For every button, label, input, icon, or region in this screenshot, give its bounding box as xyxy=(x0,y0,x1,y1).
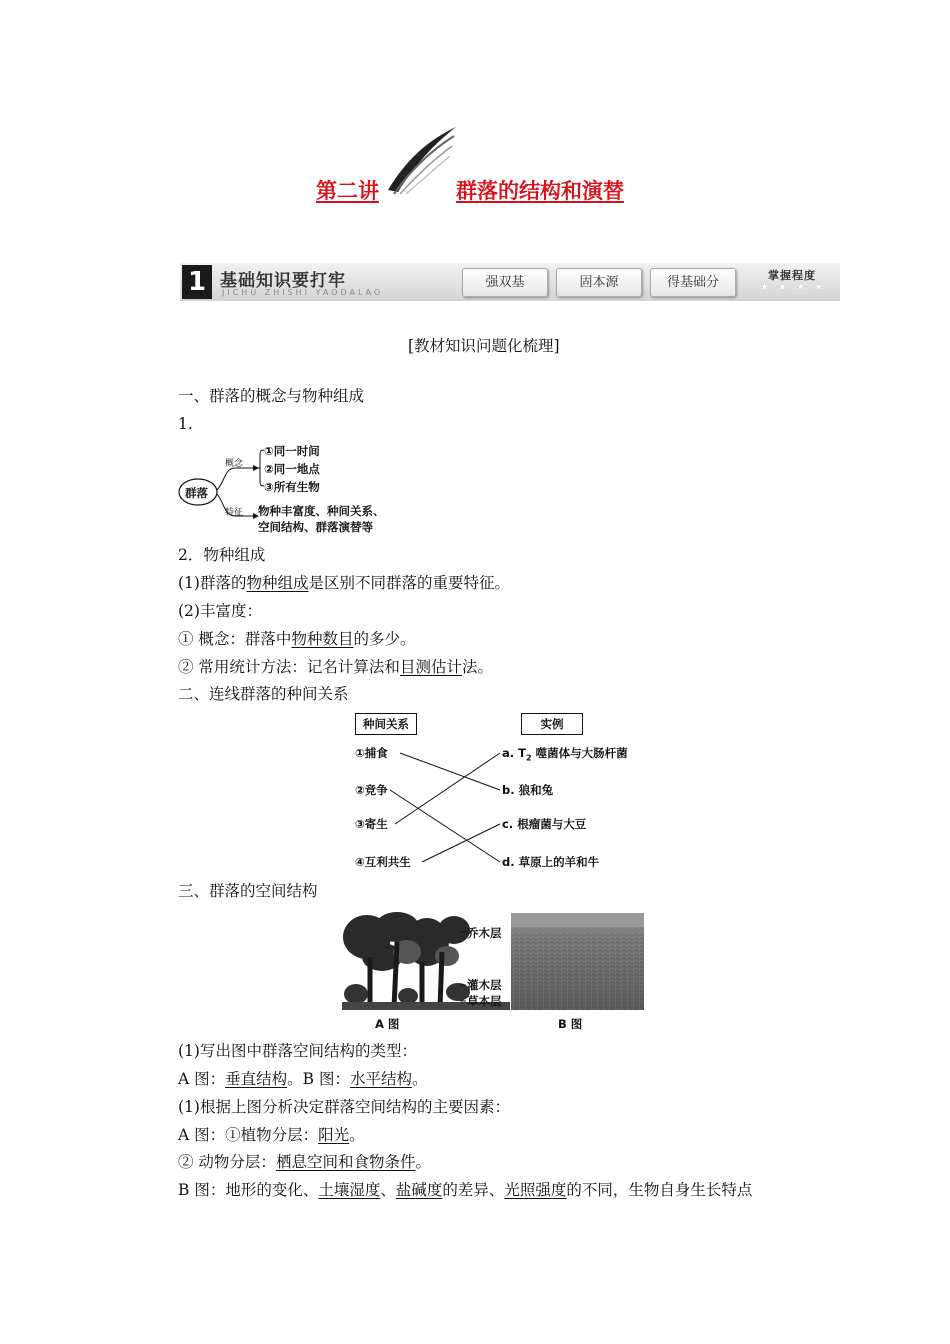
diagram-concept-label: 概念 xyxy=(225,459,244,469)
banner-number: 1 xyxy=(182,265,212,299)
lecture-number: 第二讲 xyxy=(316,178,379,203)
blank-species-composition: 物种组成 xyxy=(246,574,309,592)
diagram-feature-line-2: 空间结构、群落演替等 xyxy=(258,520,373,534)
relation-header: 种间关系 xyxy=(355,713,417,735)
blank-species-number: 物种数目 xyxy=(291,630,354,648)
button-solidify-foundation[interactable]: 固本源 xyxy=(556,268,642,297)
lecture-topic: 群落的结构和演替 xyxy=(456,178,624,203)
button-gain-basic-points[interactable]: 得基础分 xyxy=(650,268,736,297)
blank-sunlight: 阳光 xyxy=(318,1126,350,1144)
example-header: 实例 xyxy=(521,713,583,735)
mastery-indicator xyxy=(758,265,836,299)
caption-a: A 图 xyxy=(375,1017,400,1031)
star-rating-icon: ★ ★ ★ ★ xyxy=(760,282,827,293)
diagram-concept-item-2: ②同一地点 xyxy=(264,462,320,476)
diagram-root-community: 群落 xyxy=(185,486,208,500)
banner-subtitle: JICHU ZHISHI YAODALAO xyxy=(222,288,384,297)
example-d: d. 草原上的羊和牛 xyxy=(502,855,600,869)
blank-visual-estimate: 目测估计 xyxy=(399,658,462,676)
composition-line-1: (1)群落的物种组成是区别不同群落的重要特征。 xyxy=(178,574,510,592)
example-a: a. $T_2$ 噬菌体与大肠杆菌 xyxy=(502,746,628,763)
composition-line-3: ① 概念：群落中物种数目的多少。 xyxy=(178,630,416,648)
caption-b: B 图 xyxy=(558,1017,583,1031)
banner-title: 基础知识要打牢 xyxy=(220,271,346,291)
item-2: 2．物种组成 xyxy=(178,546,266,564)
section-banner xyxy=(180,263,840,301)
layer-shrub: 灌木层 xyxy=(467,978,502,992)
diagram-feature-line-1: 物种丰富度、种间关系、 xyxy=(258,504,385,518)
answer-2: A 图：①植物分层：阳光。 xyxy=(178,1126,365,1144)
blank-light-intensity: 光照强度 xyxy=(504,1181,567,1199)
answer-1: A 图：垂直结构。B 图：水平结构。 xyxy=(178,1070,428,1088)
blank-vertical-structure: 垂直结构 xyxy=(225,1070,288,1088)
mastery-label: 掌握程度 xyxy=(768,269,816,282)
layer-herb: 草本层 xyxy=(467,994,502,1008)
blank-habitat-food: 栖息空间和食物条件 xyxy=(275,1153,416,1171)
blank-horizontal-structure: 水平结构 xyxy=(349,1070,412,1088)
composition-line-4: ② 常用统计方法：记名计算法和目测估计法。 xyxy=(178,658,493,676)
section2-heading: 二、连线群落的种间关系 xyxy=(178,685,349,703)
composition-line-2: (2)丰富度： xyxy=(178,602,262,620)
grassland-photo xyxy=(511,913,644,1010)
answer-3: ② 动物分层：栖息空间和食物条件。 xyxy=(178,1153,431,1171)
relation-predation: ①捕食 xyxy=(355,746,388,760)
relation-competition: ②竞争 xyxy=(355,783,388,797)
example-b: b. 狼和兔 xyxy=(502,783,554,797)
blank-soil-moisture: 土壤湿度 xyxy=(318,1181,381,1199)
swoosh-icon xyxy=(384,124,460,196)
diagram-feature-label: 特征 xyxy=(225,508,244,518)
question-2: (1)根据上图分析决定群落空间结构的主要因素： xyxy=(178,1098,510,1116)
section1-heading: 一、群落的概念与物种组成 xyxy=(178,387,365,405)
button-strengthen-basics[interactable]: 强双基 xyxy=(462,268,548,297)
section3-heading: 三、群落的空间结构 xyxy=(178,882,318,900)
diagram-concept-item-1: ①同一时间 xyxy=(264,444,320,458)
diagram-concept-item-3: ③所有生物 xyxy=(264,480,320,494)
subheading: [教材知识问题化梳理] xyxy=(408,337,560,355)
example-c: c. 根瘤菌与大豆 xyxy=(502,817,587,831)
question-1: (1)写出图中群落空间结构的类型： xyxy=(178,1042,417,1060)
layer-tree: 乔木层 xyxy=(467,926,502,940)
relation-mutualism: ④互利共生 xyxy=(355,855,411,869)
answer-4: B 图：地形的变化、土壤湿度、盐碱度的差异、光照强度的不同，生物自身生长特点 xyxy=(178,1181,753,1199)
relation-parasitism: ③寄生 xyxy=(355,817,388,831)
blank-salinity: 盐碱度 xyxy=(395,1181,443,1199)
item-1: 1. xyxy=(178,415,193,433)
